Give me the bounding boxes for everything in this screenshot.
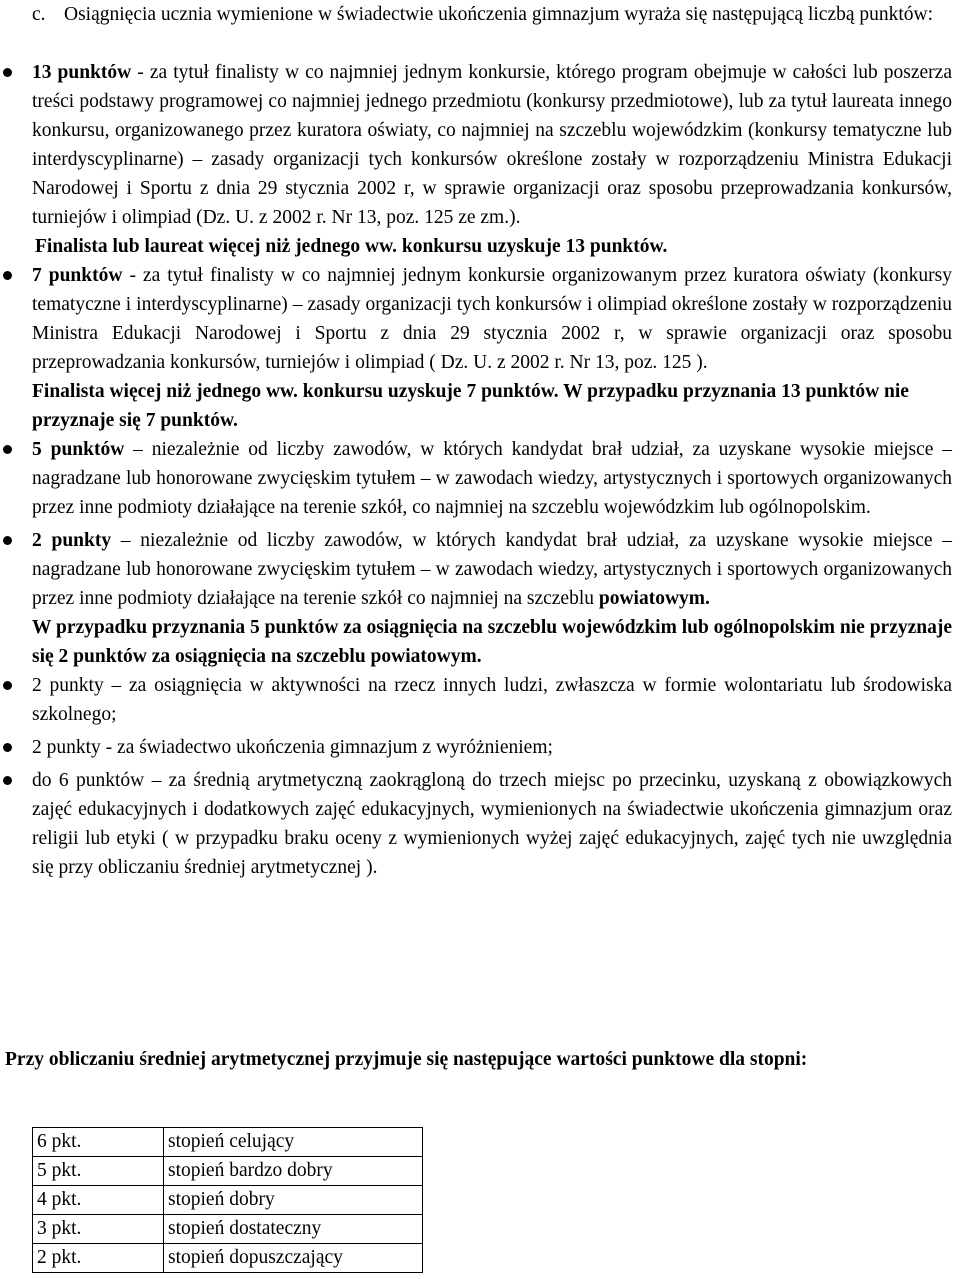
intro-marker: c.	[32, 4, 46, 25]
item-bold-tail: powiatowym.	[598, 588, 710, 609]
item-text: - za tytuł finalisty w co najmniej jednym konkursie organizowanym przez kuratora oświaty (konkursy tematyczne i interdyscyplinarne) – zasady organizacji tych konkursów i olimpiad określone zostały w rozporządzeniu Ministra Edukacji Narodowej i Sportu z dnia 29 stycznia 2002 r, w sprawie organizacji oraz sposobu przeprowadzania konkursów, turniejów i olimpiad ( Dz. U. z 2002 r. Nr 13, poz. 125 ).	[32, 265, 952, 373]
item-bold-lead: 2 punkty	[32, 530, 112, 551]
bullet-icon	[3, 536, 12, 545]
table-cell-points: 4 pkt.	[33, 1186, 164, 1215]
bullet-icon	[3, 445, 12, 454]
bullet-icon	[3, 68, 12, 77]
bullet-icon	[3, 271, 12, 280]
table-row	[33, 1244, 423, 1273]
table-cell-points: 6 pkt.	[33, 1128, 164, 1157]
item-text: 2 punkty - za świadectwo ukończenia gimnazjum z wyróżnieniem;	[32, 737, 553, 758]
table-cell-grade: stopień bardzo dobry	[164, 1157, 423, 1186]
table-row	[33, 1186, 423, 1215]
table-cell-points: 5 pkt.	[33, 1157, 164, 1186]
bullet-icon	[3, 681, 12, 690]
list-item	[0, 58, 952, 261]
list-item	[0, 766, 952, 882]
table-row	[33, 1215, 423, 1244]
table-row	[33, 1128, 423, 1157]
item-text: 2 punkty – za osiągnięcia w aktywności na rzecz innych ludzi, zwłaszcza w formie wolontariatu lub środowiska szkolnego;	[32, 675, 952, 725]
table-cell-grade: stopień dobry	[164, 1186, 423, 1215]
item-text: – niezależnie od liczby zawodów, w których kandydat brał udział, za uzyskane wysokie miejsce – nagradzane lub honorowane zwycięskim tytułem – w zawodach wiedzy, artystycznych i sportowych organizowanych przez inne podmioty działające na terenie szkół, co najmniej na szczeblu wojewódzkim lub ogólnopolskim.	[32, 439, 952, 518]
list-item	[0, 671, 952, 729]
final-heading: Przy obliczaniu średniej arytmetycznej przyjmuje się następujące wartości punktowe dla stopni:	[5, 1049, 808, 1070]
list-item	[0, 733, 952, 762]
points-list	[0, 58, 960, 882]
table-cell-grade: stopień celujący	[164, 1128, 423, 1157]
item-note: W przypadku przyznania 5 punktów za osiągnięcia na szczeblu wojewódzkim lub ogólnopolskim nie przyznaje się 2 punktów za osiągnięcia na szczeblu powiatowym.	[32, 617, 953, 667]
item-text: – niezależnie od liczby zawodów, w których kandydat brał udział, za uzyskane wysokie miejsce – nagradzane lub honorowane zwycięskim tytułem – w zawodach wiedzy, artystycznych i sportowych organizowanych przez inne podmioty działające na terenie szkół co najmniej na szczeblu	[32, 530, 953, 609]
item-text: - za tytuł finalisty w co najmniej jednym konkursie, którego program obejmuje w całości lub poszerza treści podstawy programowej co najmniej jednego przedmiotu (konkursy przedmiotowe), lub za tytuł laureata innego konkursu, organizowanego przez kuratora oświaty, co najmniej na szczeblu wojewódzkim (konkursy tematyczne lub interdyscyplinarne) – zasady organizacji tych konkursów określone zostały w rozporządzeniu Ministra Edukacji Narodowej i Sportu z dnia 29 stycznia 2002 r, w sprawie organizacji oraz sposobu przeprowadzania konkursów, turniejów i olimpiad (Dz. U. z 2002 r. Nr 13, poz. 125 ze zm.).	[32, 62, 952, 228]
item-text: do 6 punktów – za średnią arytmetyczną zaokrągloną do trzech miejsc po przecinku, uzyskaną z obowiązkowych zajęć edukacyjnych i dodatkowych zajęć edukacyjnych, wymienionych na świadectwie ukończenia gimnazjum oraz religii lub etyki ( w przypadku braku oceny z wymienionych wyżej zajęć edukacyjnych, zajęć tych nie uwzględnia się przy obliczaniu średniej arytmetycznej ).	[32, 770, 952, 878]
table-row	[33, 1157, 423, 1186]
intro-paragraph	[32, 0, 952, 29]
table-cell-points: 2 pkt.	[33, 1244, 164, 1273]
intro-text: Osiągnięcia ucznia wymienione w świadectwie ukończenia gimnazjum wyraża się następującą liczbą punktów:	[64, 4, 934, 25]
item-note: Finalista lub laureat więcej niż jednego ww. konkursu uzyskuje 13 punktów.	[35, 236, 668, 257]
grades-table	[32, 1127, 423, 1273]
list-item	[0, 261, 952, 435]
list-item	[0, 435, 952, 522]
item-bold-lead: 7 punktów	[32, 265, 123, 286]
list-item	[0, 526, 952, 671]
item-note: Finalista więcej niż jednego ww. konkursu uzyskuje 7 punktów. W przypadku przyznania 13 punktów nie przyznaje się 7 punktów.	[32, 381, 909, 431]
item-bold-lead: 13 punktów	[32, 62, 132, 83]
bullet-icon	[3, 776, 12, 785]
table-cell-grade: stopień dostateczny	[164, 1215, 423, 1244]
bullet-icon	[3, 743, 12, 752]
table-cell-grade: stopień dopuszczający	[164, 1244, 423, 1273]
table-cell-points: 3 pkt.	[33, 1215, 164, 1244]
item-bold-lead: 5 punktów	[32, 439, 125, 460]
